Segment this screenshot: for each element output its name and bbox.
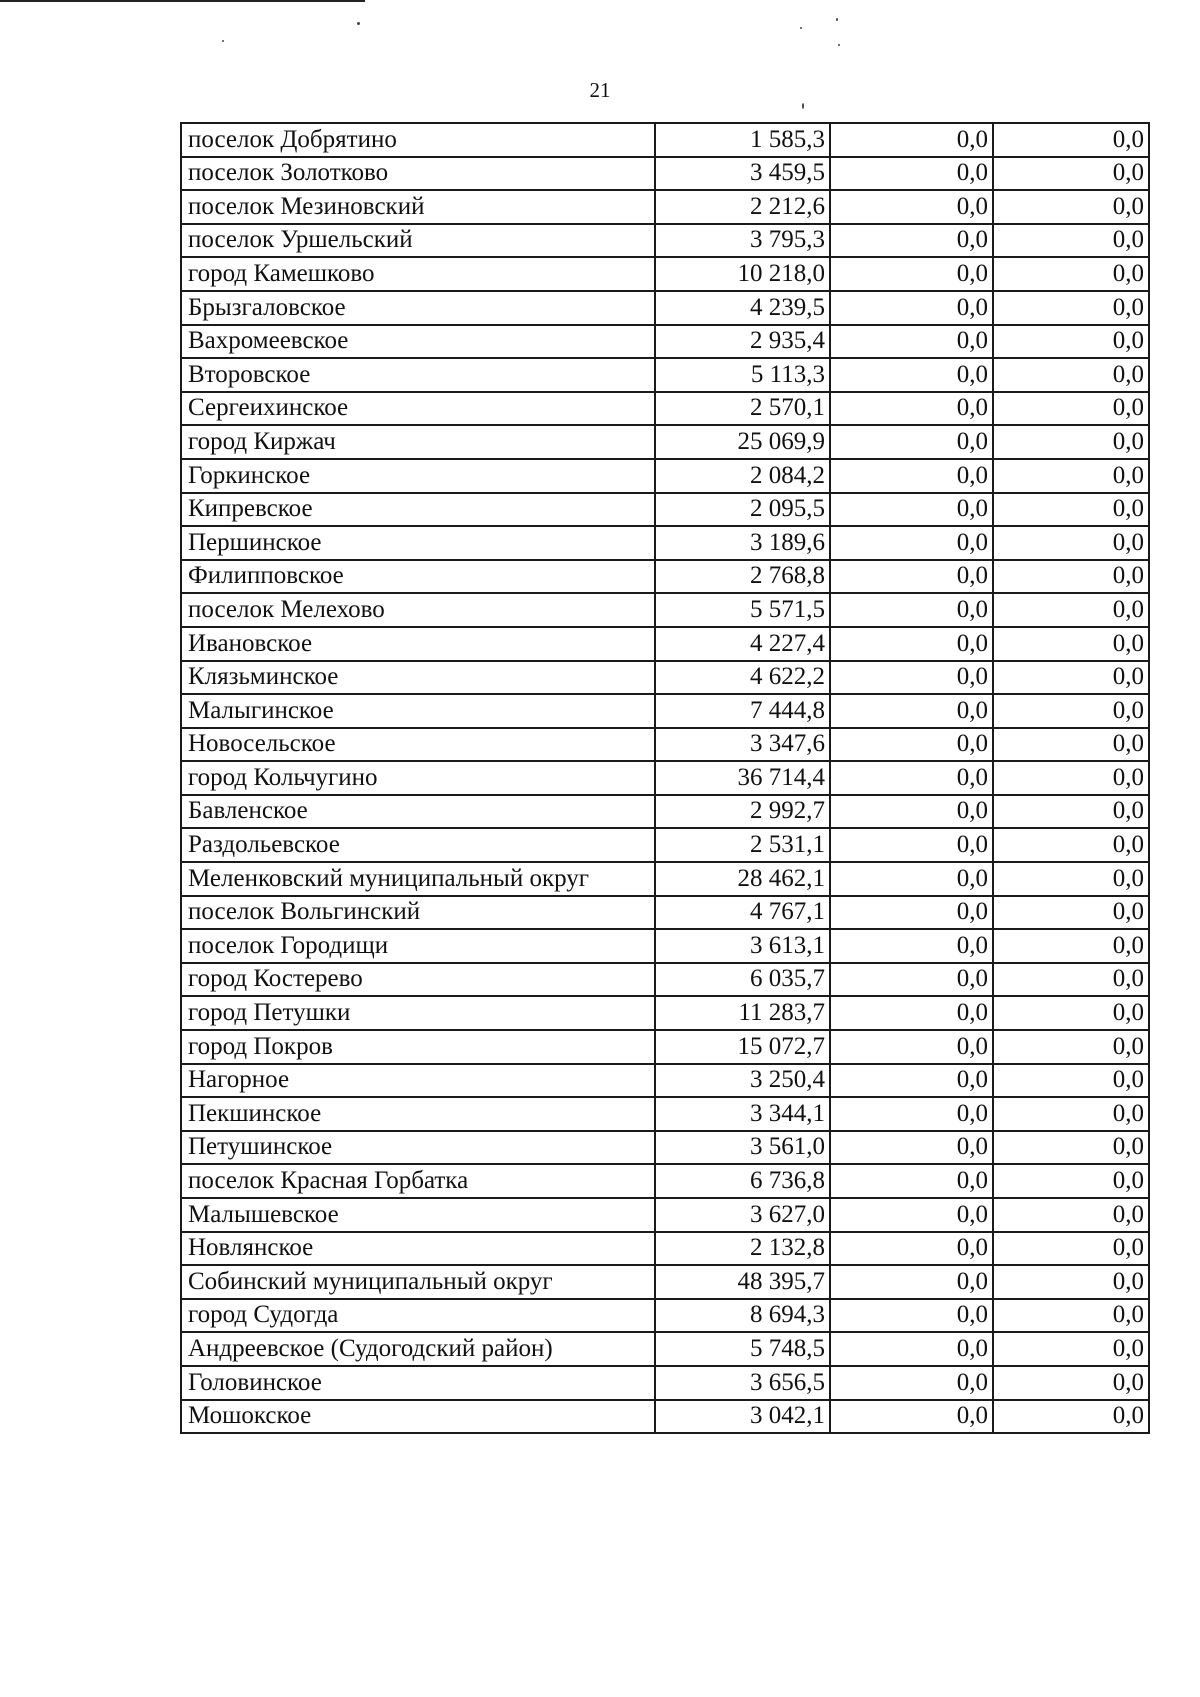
value-cell-1: 5 571,5: [655, 593, 830, 627]
value-cell-2: 0,0: [830, 325, 993, 359]
row-name-cell: Раздольевское: [181, 828, 655, 862]
value-cell-1: 3 561,0: [655, 1131, 830, 1165]
value-cell-2: 0,0: [830, 996, 993, 1030]
table-row: [181, 896, 1149, 930]
scan-speck: [800, 27, 802, 29]
scan-speck: [357, 22, 360, 25]
row-name-cell: Бавленское: [181, 795, 655, 829]
table-row: [181, 929, 1149, 963]
value-cell-1: 3 795,3: [655, 224, 830, 258]
value-cell-3: 0,0: [993, 1198, 1149, 1232]
table-row: [181, 459, 1149, 493]
value-cell-2: 0,0: [830, 257, 993, 291]
value-cell-1: 1 585,3: [655, 123, 830, 157]
table-row: [181, 661, 1149, 695]
value-cell-2: 0,0: [830, 1064, 993, 1098]
table-row: [181, 963, 1149, 997]
value-cell-3: 0,0: [993, 1030, 1149, 1064]
value-cell-1: 8 694,3: [655, 1299, 830, 1333]
value-cell-2: 0,0: [830, 1400, 993, 1434]
row-name-cell: поселок Мелехово: [181, 593, 655, 627]
value-cell-1: 3 627,0: [655, 1198, 830, 1232]
value-cell-2: 0,0: [830, 493, 993, 527]
value-cell-1: 5 748,5: [655, 1332, 830, 1366]
value-cell-1: 10 218,0: [655, 257, 830, 291]
table-row: [181, 358, 1149, 392]
value-cell-3: 0,0: [993, 593, 1149, 627]
value-cell-1: 2 084,2: [655, 459, 830, 493]
scan-speck: [222, 40, 224, 42]
value-cell-1: 4 767,1: [655, 896, 830, 930]
row-name-cell: город Костерево: [181, 963, 655, 997]
value-cell-3: 0,0: [993, 157, 1149, 191]
row-name-cell: Меленковский муниципальный округ: [181, 862, 655, 896]
value-cell-2: 0,0: [830, 1232, 993, 1266]
row-name-cell: поселок Уршельский: [181, 224, 655, 258]
row-name-cell: поселок Вольгинский: [181, 896, 655, 930]
table-row: [181, 291, 1149, 325]
value-cell-3: 0,0: [993, 493, 1149, 527]
value-cell-1: 6 035,7: [655, 963, 830, 997]
value-cell-2: 0,0: [830, 963, 993, 997]
row-name-cell: поселок Мезиновский: [181, 190, 655, 224]
value-cell-1: 2 992,7: [655, 795, 830, 829]
table-row: [181, 996, 1149, 1030]
row-name-cell: Ивановское: [181, 627, 655, 661]
value-cell-3: 0,0: [993, 1164, 1149, 1198]
value-cell-2: 0,0: [830, 1265, 993, 1299]
table-row: [181, 1064, 1149, 1098]
value-cell-1: 3 459,5: [655, 157, 830, 191]
row-name-cell: Новосельское: [181, 728, 655, 762]
value-cell-1: 3 344,1: [655, 1097, 830, 1131]
value-cell-2: 0,0: [830, 291, 993, 325]
table-body: [181, 123, 1149, 1433]
table-row: [181, 1097, 1149, 1131]
value-cell-1: 4 239,5: [655, 291, 830, 325]
value-cell-2: 0,0: [830, 157, 993, 191]
table-row: [181, 1232, 1149, 1266]
value-cell-3: 0,0: [993, 1131, 1149, 1165]
value-cell-3: 0,0: [993, 661, 1149, 695]
value-cell-3: 0,0: [993, 1265, 1149, 1299]
value-cell-2: 0,0: [830, 224, 993, 258]
value-cell-3: 0,0: [993, 1400, 1149, 1434]
row-name-cell: Собинский муниципальный округ: [181, 1265, 655, 1299]
value-cell-1: 3 189,6: [655, 526, 830, 560]
value-cell-3: 0,0: [993, 1366, 1149, 1400]
value-cell-1: 15 072,7: [655, 1030, 830, 1064]
table-row: [181, 1265, 1149, 1299]
value-cell-3: 0,0: [993, 224, 1149, 258]
scan-top-rule: [0, 0, 365, 2]
value-cell-2: 0,0: [830, 627, 993, 661]
value-cell-2: 0,0: [830, 728, 993, 762]
value-cell-3: 0,0: [993, 560, 1149, 594]
value-cell-1: 3 042,1: [655, 1400, 830, 1434]
scan-speck: [838, 44, 840, 46]
row-name-cell: город Петушки: [181, 996, 655, 1030]
row-name-cell: Головинское: [181, 1366, 655, 1400]
value-cell-3: 0,0: [993, 358, 1149, 392]
table-row: [181, 325, 1149, 359]
row-name-cell: Малышевское: [181, 1198, 655, 1232]
value-cell-3: 0,0: [993, 392, 1149, 426]
value-cell-3: 0,0: [993, 425, 1149, 459]
table-row: [181, 257, 1149, 291]
value-cell-3: 0,0: [993, 862, 1149, 896]
value-cell-1: 2 570,1: [655, 392, 830, 426]
table-row: [181, 862, 1149, 896]
value-cell-2: 0,0: [830, 425, 993, 459]
value-cell-3: 0,0: [993, 627, 1149, 661]
value-cell-3: 0,0: [993, 1097, 1149, 1131]
value-cell-2: 0,0: [830, 358, 993, 392]
table-row: [181, 795, 1149, 829]
value-cell-1: 28 462,1: [655, 862, 830, 896]
row-name-cell: Малыгинское: [181, 694, 655, 728]
value-cell-3: 0,0: [993, 190, 1149, 224]
table-row: [181, 392, 1149, 426]
value-cell-2: 0,0: [830, 1030, 993, 1064]
value-cell-3: 0,0: [993, 929, 1149, 963]
row-name-cell: город Покров: [181, 1030, 655, 1064]
value-cell-3: 0,0: [993, 1299, 1149, 1333]
value-cell-2: 0,0: [830, 795, 993, 829]
value-cell-3: 0,0: [993, 459, 1149, 493]
value-cell-1: 2 132,8: [655, 1232, 830, 1266]
value-cell-1: 3 250,4: [655, 1064, 830, 1098]
table-row: [181, 1131, 1149, 1165]
value-cell-1: 3 347,6: [655, 728, 830, 762]
value-cell-2: 0,0: [830, 929, 993, 963]
row-name-cell: Андреевское (Судогодский район): [181, 1332, 655, 1366]
value-cell-3: 0,0: [993, 896, 1149, 930]
scan-speck: [836, 18, 838, 21]
table-row: [181, 1332, 1149, 1366]
scan-speck: [802, 103, 804, 109]
row-name-cell: город Камешково: [181, 257, 655, 291]
row-name-cell: город Судогда: [181, 1299, 655, 1333]
value-cell-3: 0,0: [993, 123, 1149, 157]
value-cell-3: 0,0: [993, 963, 1149, 997]
table-row: [181, 1400, 1149, 1434]
table-row: [181, 1030, 1149, 1064]
value-cell-1: 4 622,2: [655, 661, 830, 695]
value-cell-2: 0,0: [830, 1299, 993, 1333]
table-row: [181, 224, 1149, 258]
value-cell-2: 0,0: [830, 661, 993, 695]
table-row: [181, 493, 1149, 527]
row-name-cell: Вахромеевское: [181, 325, 655, 359]
row-name-cell: Второвское: [181, 358, 655, 392]
row-name-cell: поселок Добрятино: [181, 123, 655, 157]
value-cell-2: 0,0: [830, 526, 993, 560]
value-cell-1: 2 531,1: [655, 828, 830, 862]
value-cell-3: 0,0: [993, 291, 1149, 325]
value-cell-2: 0,0: [830, 828, 993, 862]
table-row: [181, 190, 1149, 224]
row-name-cell: город Киржач: [181, 425, 655, 459]
row-name-cell: Горкинское: [181, 459, 655, 493]
value-cell-3: 0,0: [993, 795, 1149, 829]
data-table: [180, 122, 1150, 1434]
value-cell-2: 0,0: [830, 896, 993, 930]
value-cell-3: 0,0: [993, 728, 1149, 762]
value-cell-1: 11 283,7: [655, 996, 830, 1030]
value-cell-3: 0,0: [993, 828, 1149, 862]
table-row: [181, 526, 1149, 560]
value-cell-3: 0,0: [993, 1332, 1149, 1366]
value-cell-1: 2 768,8: [655, 560, 830, 594]
value-cell-2: 0,0: [830, 1198, 993, 1232]
row-name-cell: Новлянское: [181, 1232, 655, 1266]
value-cell-2: 0,0: [830, 1164, 993, 1198]
value-cell-2: 0,0: [830, 459, 993, 493]
value-cell-2: 0,0: [830, 1097, 993, 1131]
value-cell-3: 0,0: [993, 996, 1149, 1030]
value-cell-1: 2 212,6: [655, 190, 830, 224]
value-cell-2: 0,0: [830, 1131, 993, 1165]
table-row: [181, 425, 1149, 459]
table-row: [181, 1366, 1149, 1400]
value-cell-1: 4 227,4: [655, 627, 830, 661]
value-cell-1: 3 656,5: [655, 1366, 830, 1400]
row-name-cell: поселок Золотково: [181, 157, 655, 191]
table-row: [181, 123, 1149, 157]
value-cell-1: 3 613,1: [655, 929, 830, 963]
table-row: [181, 728, 1149, 762]
table-row: [181, 627, 1149, 661]
value-cell-2: 0,0: [830, 1332, 993, 1366]
page-number: 21: [589, 78, 611, 102]
row-name-cell: Петушинское: [181, 1131, 655, 1165]
row-name-cell: поселок Красная Горбатка: [181, 1164, 655, 1198]
value-cell-3: 0,0: [993, 694, 1149, 728]
value-cell-1: 2 935,4: [655, 325, 830, 359]
value-cell-2: 0,0: [830, 560, 993, 594]
value-cell-2: 0,0: [830, 123, 993, 157]
row-name-cell: Мошокское: [181, 1400, 655, 1434]
value-cell-1: 7 444,8: [655, 694, 830, 728]
row-name-cell: город Кольчугино: [181, 761, 655, 795]
value-cell-2: 0,0: [830, 761, 993, 795]
value-cell-2: 0,0: [830, 392, 993, 426]
value-cell-2: 0,0: [830, 593, 993, 627]
row-name-cell: поселок Городищи: [181, 929, 655, 963]
value-cell-1: 5 113,3: [655, 358, 830, 392]
value-cell-2: 0,0: [830, 190, 993, 224]
table-row: [181, 828, 1149, 862]
row-name-cell: Кипревское: [181, 493, 655, 527]
table-row: [181, 1299, 1149, 1333]
table-row: [181, 593, 1149, 627]
value-cell-3: 0,0: [993, 325, 1149, 359]
value-cell-3: 0,0: [993, 1232, 1149, 1266]
table-row: [181, 694, 1149, 728]
table-row: [181, 157, 1149, 191]
table-row: [181, 560, 1149, 594]
row-name-cell: Клязьминское: [181, 661, 655, 695]
value-cell-1: 48 395,7: [655, 1265, 830, 1299]
table-row: [181, 1198, 1149, 1232]
row-name-cell: Пекшинское: [181, 1097, 655, 1131]
value-cell-3: 0,0: [993, 526, 1149, 560]
row-name-cell: Нагорное: [181, 1064, 655, 1098]
table-row: [181, 761, 1149, 795]
value-cell-1: 25 069,9: [655, 425, 830, 459]
value-cell-1: 36 714,4: [655, 761, 830, 795]
value-cell-2: 0,0: [830, 694, 993, 728]
value-cell-3: 0,0: [993, 761, 1149, 795]
value-cell-1: 2 095,5: [655, 493, 830, 527]
row-name-cell: Филипповское: [181, 560, 655, 594]
value-cell-3: 0,0: [993, 1064, 1149, 1098]
row-name-cell: Брызгаловское: [181, 291, 655, 325]
value-cell-2: 0,0: [830, 1366, 993, 1400]
value-cell-3: 0,0: [993, 257, 1149, 291]
value-cell-1: 6 736,8: [655, 1164, 830, 1198]
table-row: [181, 1164, 1149, 1198]
value-cell-2: 0,0: [830, 862, 993, 896]
row-name-cell: Сергеихинское: [181, 392, 655, 426]
row-name-cell: Першинское: [181, 526, 655, 560]
